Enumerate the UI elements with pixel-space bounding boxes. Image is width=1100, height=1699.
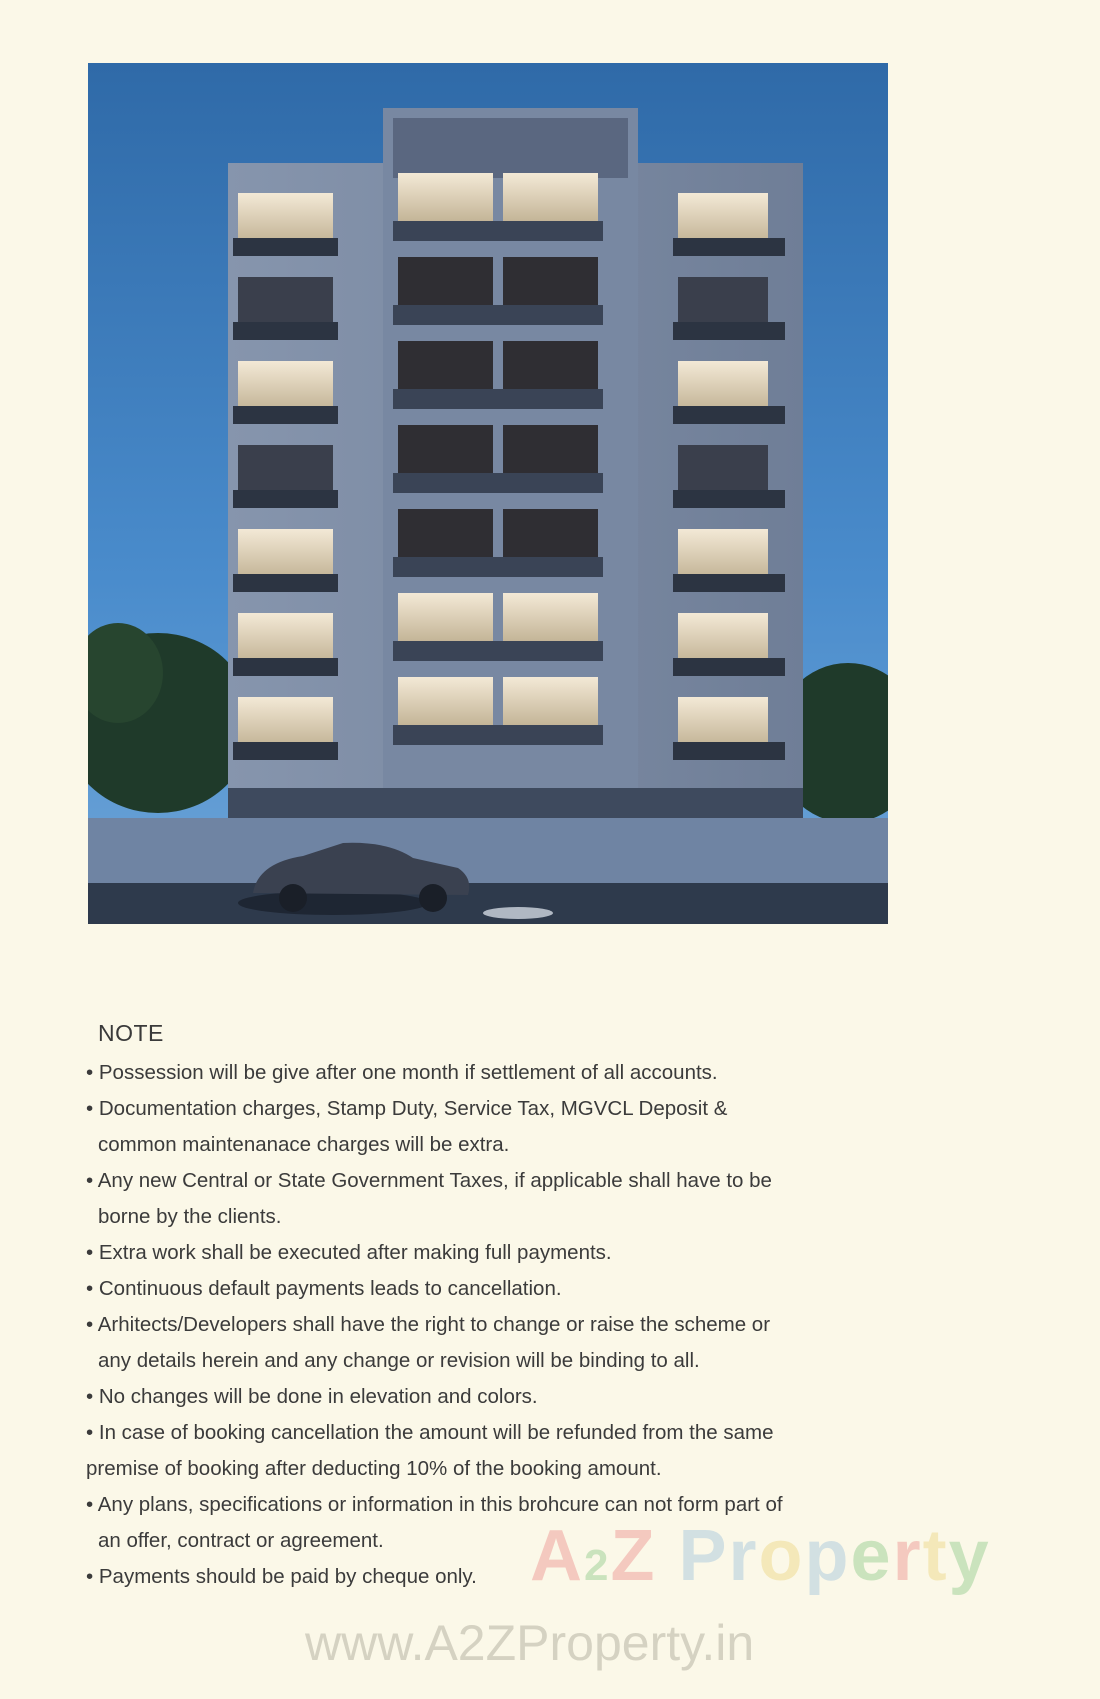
note-line: • Any new Central or State Government Taxes, if applicable shall have to be [86,1169,772,1192]
watermark-url: www.A2ZProperty.in [305,1615,755,1671]
note-line: borne by the clients. [98,1205,282,1228]
building-elevation-image [88,63,888,924]
note-line: premise of booking after deducting 10% of the booking amount. [86,1457,662,1480]
note-line: • In case of booking cancellation the amount will be refunded from the same [86,1421,774,1444]
note-heading: NOTE [98,1020,164,1046]
note-line: • Any plans, specifications or information in this brohcure can not form part of [86,1493,783,1516]
note-line: • No changes will be done in elevation and colors. [86,1385,538,1408]
note-line: • Extra work shall be executed after making full payments. [86,1241,612,1264]
note-line: • Possession will be give after one month if settlement of all accounts. [86,1061,718,1084]
watermark-logo: A2Z Property [530,1516,991,1596]
notes-section [86,1020,846,1595]
note-line: an offer, contract or agreement. [98,1529,384,1552]
note-line: • Arhitects/Developers shall have the right to change or raise the scheme or [86,1313,771,1336]
note-line: • Documentation charges, Stamp Duty, Service Tax, MGVCL Deposit & [86,1097,728,1120]
building-render-svg [88,63,888,924]
note-line: • Continuous default payments leads to cancellation. [86,1277,562,1300]
note-line: • Payments should be paid by cheque only. [86,1565,477,1588]
note-line: common maintenanace charges will be extra. [98,1133,510,1156]
note-line: any details herein and any change or revision will be binding to all. [98,1349,700,1372]
